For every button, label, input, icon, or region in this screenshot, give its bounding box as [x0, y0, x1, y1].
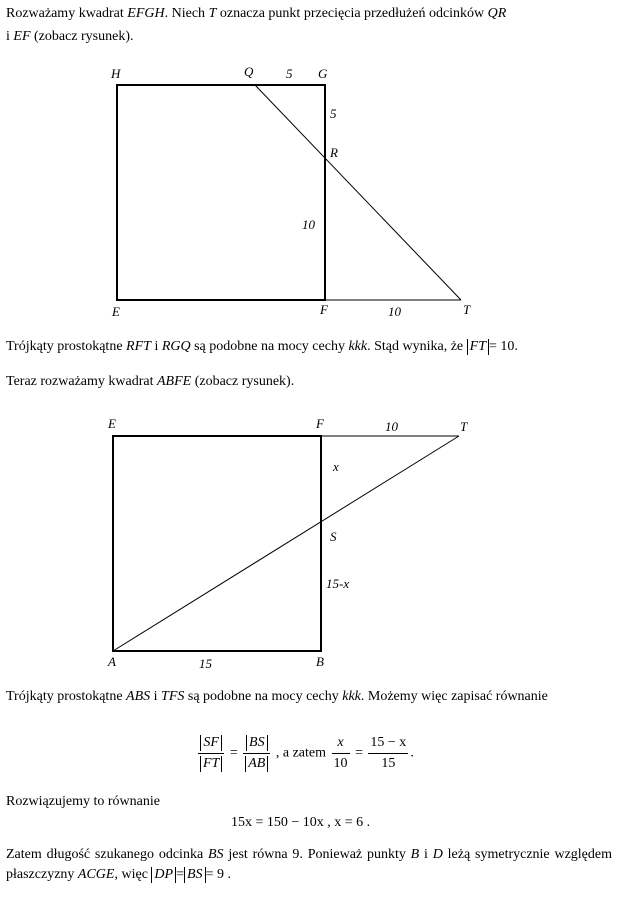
equation-solution — [231, 815, 370, 831]
equation-proportion: $\frac{SF}{FT}$ = $\frac{BS}{AB}$ , a zatem $\frac{x}{10}$ = $\frac{15 - x}{15}$ . — [196, 733, 414, 774]
math-var: BS — [249, 735, 265, 750]
label-ft-length-2: 10 — [385, 419, 398, 434]
label-x: x — [333, 459, 339, 474]
label-ab-length: 15 — [199, 656, 212, 671]
text: są podobne na mocy cechy — [190, 339, 349, 354]
math-num: 15 — [381, 756, 396, 771]
label-H: H — [111, 66, 121, 81]
label-A: A — [108, 654, 116, 669]
text: leżą symetrycznie względem płaszczyzny — [6, 847, 612, 882]
math-var: BS — [207, 847, 224, 862]
equals-sign: = — [176, 867, 184, 882]
label-S: S — [330, 529, 337, 544]
fraction-15mx-15 — [368, 733, 408, 774]
math-expression: 15x = 150 − 10x , x = 6 . — [231, 815, 371, 830]
label-B: B — [316, 654, 324, 669]
label-E-2: E — [108, 416, 116, 431]
math-num: 10 — [333, 756, 348, 771]
text: i — [150, 339, 162, 354]
text: , więc — [114, 867, 152, 882]
math-var: RGQ — [161, 339, 191, 354]
abs-value — [184, 867, 206, 883]
text: i — [419, 847, 433, 862]
math-var: ABFE — [157, 374, 192, 389]
math-var: RFT — [126, 339, 151, 354]
text: = 9 . — [205, 867, 231, 882]
fraction-x-10 — [332, 733, 350, 774]
math-var: D — [432, 847, 443, 862]
label-rf-length: 10 — [302, 217, 315, 232]
label-gr-length: 5 — [330, 106, 337, 121]
text: = 10. — [488, 339, 518, 354]
text: oznacza punkt przecięcia przedłużeń odcinków — [216, 6, 488, 21]
square-efgh — [117, 85, 325, 300]
equals-sign: = — [229, 745, 238, 761]
text: jest równa 9. Ponieważ punkty — [223, 847, 411, 862]
text: Zatem długość szukanego odcinka — [6, 847, 208, 862]
math-var: SF — [203, 735, 219, 750]
math-var: T — [208, 6, 217, 21]
math-var: ACGE — [77, 867, 115, 882]
math-var: EF — [13, 29, 31, 44]
label-F: F — [320, 302, 328, 317]
label-F-2: F — [316, 416, 324, 431]
math-var: AB — [248, 756, 266, 771]
math-var: B — [410, 847, 420, 862]
fraction-sf-ft — [198, 733, 224, 774]
text: (zobacz rysunek). — [191, 374, 295, 389]
paragraph-3 — [6, 373, 294, 391]
label-T: T — [463, 302, 471, 317]
math-num: 15 − x — [368, 733, 408, 754]
label-Q: Q — [244, 64, 254, 79]
segment-at — [113, 436, 459, 651]
text: Rozważamy kwadrat — [6, 6, 128, 21]
paragraph-6 — [6, 845, 612, 885]
label-R: R — [330, 145, 338, 160]
math-var: DP — [154, 867, 174, 882]
equals-sign: = — [355, 745, 363, 761]
label-E: E — [112, 304, 120, 319]
math-var: FT — [469, 339, 486, 354]
fraction-bs-ab — [243, 733, 270, 774]
text: są podobne na mocy cechy — [184, 689, 343, 704]
math-var: kkk — [348, 339, 368, 354]
math-var: BS — [187, 867, 203, 882]
label-ft-length: 10 — [388, 304, 401, 319]
text: . Stąd wynika, że — [367, 339, 467, 354]
label-T-2: T — [460, 419, 468, 434]
text: Trójkąty prostokątne — [6, 689, 127, 704]
text: i — [150, 689, 162, 704]
math-var: QR — [487, 6, 507, 21]
text: Rozwiązujemy to równanie — [6, 794, 160, 809]
label-qg-length: 5 — [286, 66, 293, 81]
math-var: TFS — [161, 689, 185, 704]
abs-value — [151, 867, 176, 883]
segment-qt — [255, 85, 461, 300]
square-abfe — [113, 436, 321, 651]
text: , a zatem — [275, 745, 326, 761]
text: (zobacz rysunek). — [30, 29, 134, 44]
text: Trójkąty prostokątne — [6, 339, 127, 354]
math-var: kkk — [342, 689, 361, 704]
math-var: FT — [203, 756, 220, 771]
text: i — [6, 29, 14, 44]
text: Teraz rozważamy kwadrat — [6, 374, 157, 389]
paragraph-2 — [6, 338, 518, 356]
label-sb-length: 15-x — [326, 576, 350, 591]
abs-value — [467, 339, 489, 355]
math-var: x — [337, 735, 344, 750]
paragraph-5 — [6, 793, 160, 811]
label-G: G — [318, 66, 328, 81]
math-var: EFGH — [127, 6, 165, 21]
text: . Niech — [164, 6, 209, 21]
math-var: ABS — [126, 689, 151, 704]
paragraph-4 — [6, 687, 612, 707]
text: . Możemy więc zapisać równanie — [360, 689, 548, 704]
